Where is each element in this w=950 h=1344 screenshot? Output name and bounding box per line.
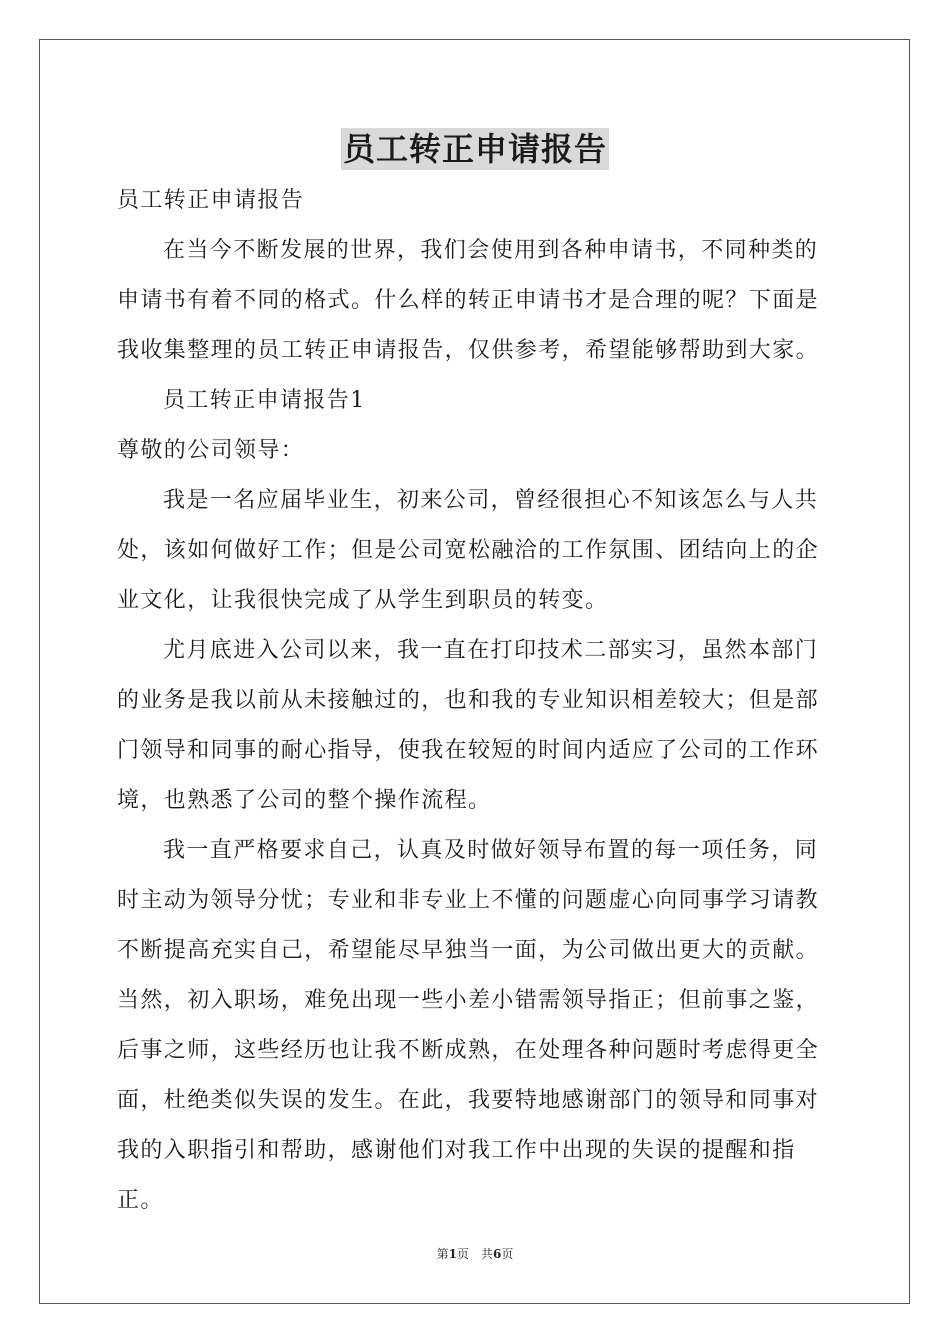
- paragraph-body-2: 尤月底进入公司以来，我一直在打印技术二部实习，虽然本部门的业务是我以前从未接触过的，也和我的专业知识相差较大；但是部门领导和同事的耐心指导，使我在较短的时间内适应了公司的工作环境，也熟悉了公司的整个操作流程。: [117, 638, 820, 813]
- footer-page-mid: 页 共: [456, 1247, 493, 1261]
- title-container: [0, 128, 950, 170]
- paragraph-body-1: 我是一名应届毕业生，初来公司，曾经很担心不知该怎么与人共处，该如何做好工作；但是公司宽松融洽的工作氛围、团结向上的企业文化，让我很快完成了从学生到职员的转变。: [117, 488, 820, 613]
- paragraph-section-heading: 员工转正申请报告1: [163, 388, 366, 413]
- page-footer: [0, 1245, 950, 1262]
- footer-total-pages: 6: [493, 1247, 502, 1261]
- paragraph-intro: 在当今不断发展的世界，我们会使用到各种申请书，不同种类的申请书有着不同的格式。什么样的转正申请书才是合理的呢？下面是我收集整理的员工转正申请报告，仅供参考，希望能够帮助到大家。: [117, 238, 820, 363]
- paragraph-body-3: 我一直严格要求自己，认真及时做好领导布置的每一项任务，同时主动为领导分忧；专业和非专业上不懂的问题虚心向同事学习请教不断提高充实自己，希望能尽早独当一面，为公司做出更大的贡献。当然，初入职场，难免出现一些小差小错需领导指正；但前事之鉴，后事之师，这些经历也让我不断成熟，在处理各种问题时考虑得更全面，杜绝类似失误的发生。在此，我要特地感谢部门的领导和同事对我的入职指引和帮助，感谢他们对我工作中出现的失误的提醒和指正。: [117, 838, 820, 1213]
- paragraph-salutation: 尊敬的公司领导：: [117, 438, 305, 463]
- document-body: [117, 176, 837, 1226]
- footer-current-page: 1: [448, 1247, 457, 1261]
- footer-page-suffix: 页: [501, 1247, 514, 1261]
- footer-page-prefix: 第: [436, 1247, 449, 1261]
- paragraph-subtitle: 员工转正申请报告: [117, 188, 305, 213]
- document-title: 员工转正申请报告: [342, 130, 607, 168]
